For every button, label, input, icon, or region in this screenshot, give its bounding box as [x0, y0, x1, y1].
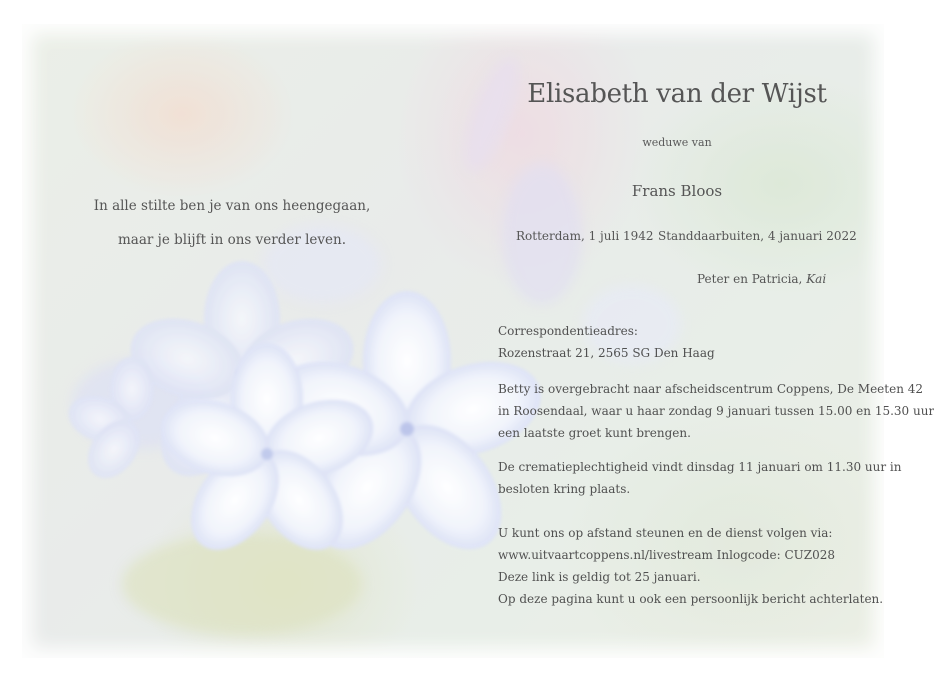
ceremony-line-2: besloten kring plaats.	[498, 482, 631, 496]
correspondence-block	[498, 320, 868, 364]
livestream-line-1: U kunt ons op afstand steunen en de dienst volgen via:	[498, 526, 833, 540]
ceremony-block	[498, 456, 902, 500]
mourning-card	[22, 24, 934, 658]
quote-line-1: In alle stilte ben je van ons heengegaan,	[93, 198, 371, 214]
spouse-name: Frans Bloos	[631, 182, 723, 200]
livestream-line-3: Deze link is geldig tot 25 januari.	[498, 570, 701, 584]
viewing-line-1: Betty is overgebracht naar afscheidscentrum Coppens, De Meeten 42	[498, 382, 924, 396]
correspondence-address: Rozenstraat 21, 2565 SG Den Haag	[498, 346, 715, 360]
relation-label: weduwe van	[642, 136, 712, 149]
quote-line-2: maar je blijft in ons verder leven.	[118, 232, 346, 248]
deceased-name: Elisabeth van der Wijst	[527, 79, 827, 109]
ceremony-line-1: De crematieplechtigheid vindt dinsdag 11 januari om 11.30 uur in	[498, 460, 902, 474]
correspondence-label: Correspondentieadres:	[498, 324, 638, 338]
livestream-block	[498, 522, 884, 610]
family-parents: Peter en Patricia,	[697, 272, 803, 286]
family-names	[697, 272, 826, 286]
viewing-line-3: een laatste groet kunt brengen.	[498, 426, 691, 440]
death-date: Standdaarbuiten, 4 januari 2022	[658, 229, 857, 243]
viewing-line-2: in Roosendaal, waar u haar zondag 9 januari tussen 15.00 en 15.30 uur	[498, 404, 934, 418]
livestream-line-2: www.uitvaartcoppens.nl/livestream Inlogcode: CUZ028	[498, 548, 836, 562]
family-child: Kai	[806, 272, 827, 286]
viewing-block	[498, 378, 934, 444]
birth-date: Rotterdam, 1 juli 1942	[516, 229, 654, 243]
livestream-line-4: Op deze pagina kunt u ook een persoonlijk bericht achterlaten.	[498, 592, 884, 606]
